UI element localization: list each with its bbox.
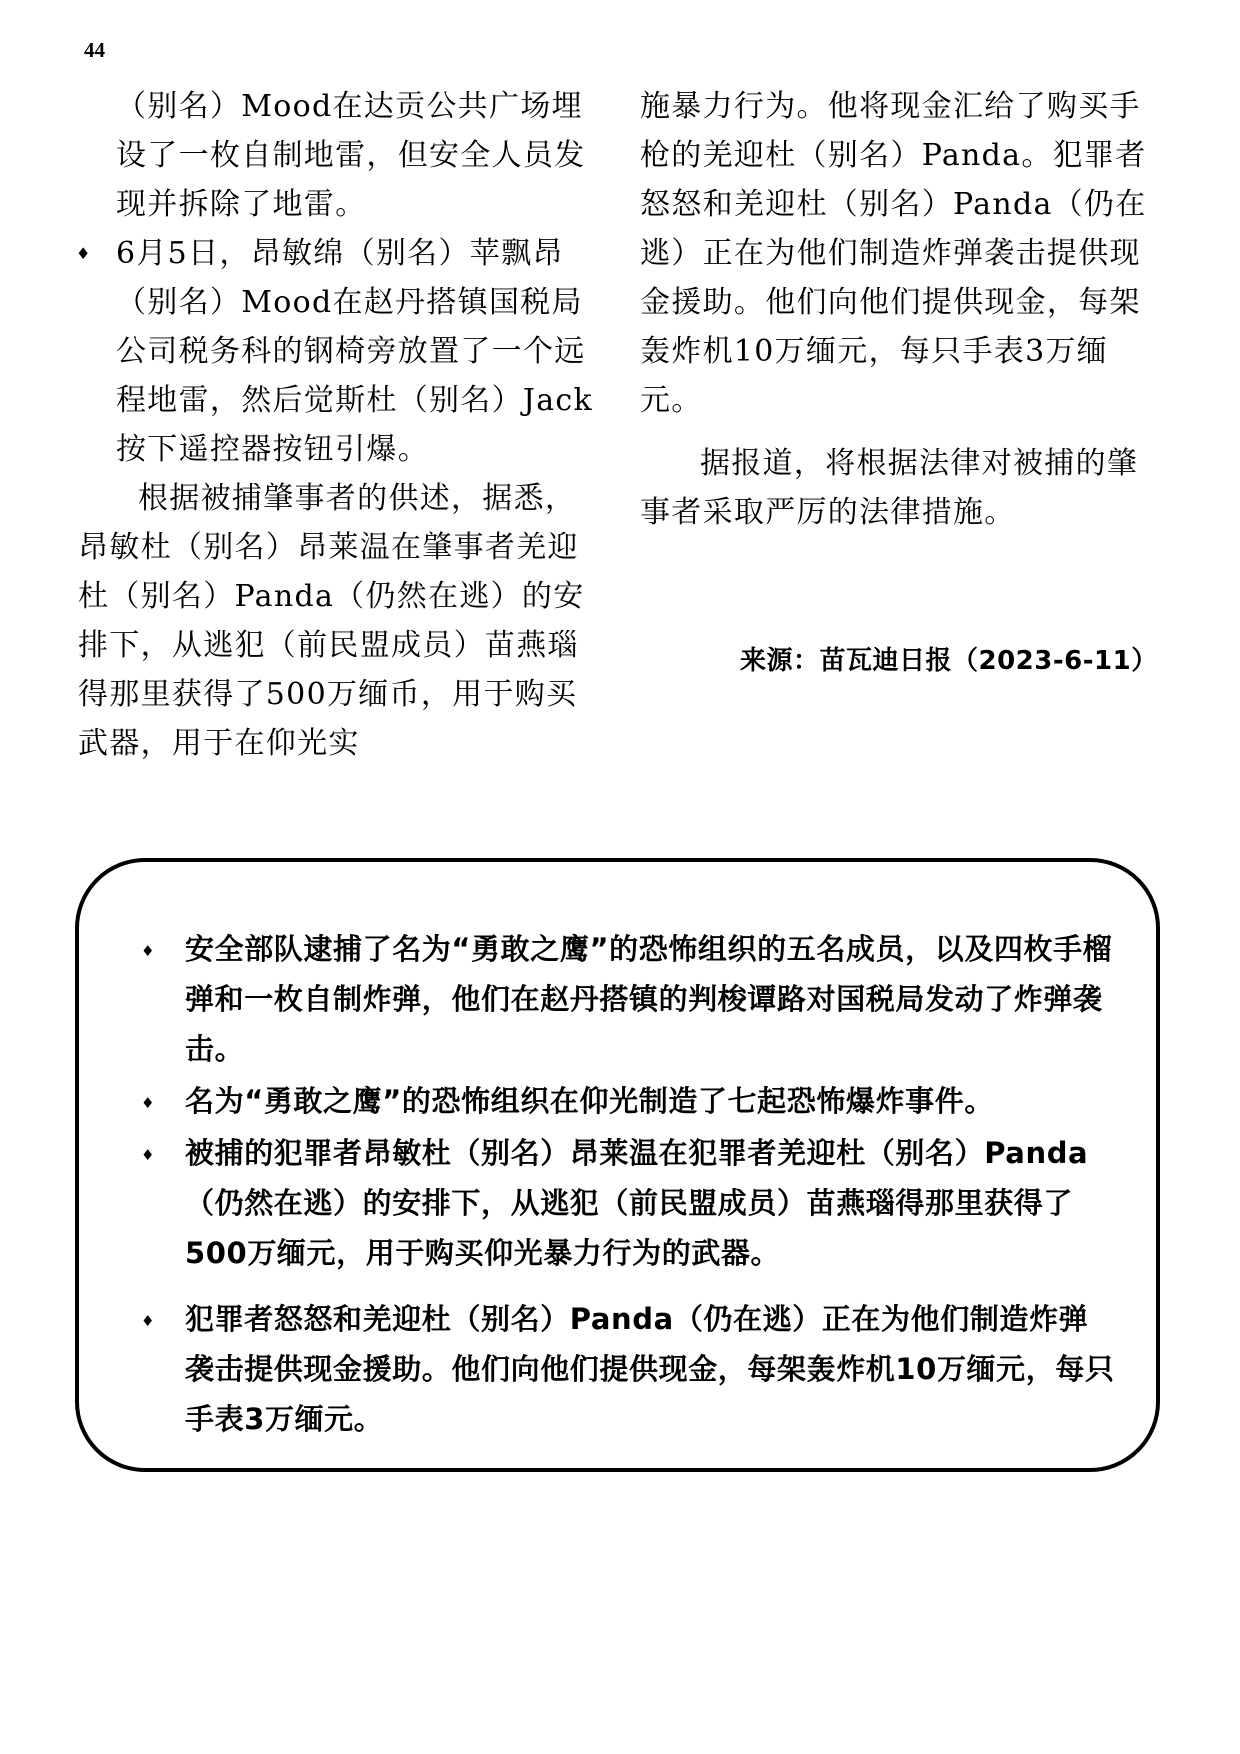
summary-item-text: 安全部队逮捕了名为“勇敢之鹰”的恐怖组织的五名成员，以及四枚手榴弹和一枚自制炸弹，他们在赵丹搭镇的判梭谭路对国税局发动了炸弹袭击。 [185,932,1113,1066]
summary-item [119,1076,1116,1126]
summary-item [119,1128,1116,1278]
diamond-bullet-icon: ♦ [141,1146,156,1164]
summary-item-text: 犯罪者怒怒和羌迎杜（别名）Panda（仍在逃）正在为他们制造炸弹袭击提供现金援助。他们向他们提供现金，每架轰炸机10万缅元，每只手表3万缅元。 [185,1302,1115,1436]
bullet-list-item [78,229,598,474]
closing-paragraph: 据报道，将根据法律对被捕的肇事者采取严厉的法律措施。 [640,446,1139,530]
bullet-text: 6月5日，昂敏绵（别名）苹飘昂（别名）Mood在赵丹搭镇国税局公司税务科的钢椅旁放置了一个远程地雷，然后觉斯杜（别名）Jack按下遥控器按钮引爆。 [116,236,593,467]
diamond-bullet-icon: ♦ [141,1312,156,1330]
left-column [78,82,598,768]
body-paragraph: 施暴力行为。他将现金汇给了购买手枪的羌迎杜（别名）Panda。犯罪者怒怒和羌迎杜（别名）Panda（仍在逃）正在为他们制造炸弹袭击提供现金援助。他们向他们提供现金，每架轰炸机10万缅元，每只手表3万缅元。 [640,89,1147,418]
source-citation: 来源：苗瓦迪日报（2023-6-11） [740,646,1158,676]
summary-item-text: 被捕的犯罪者昂敏杜（别名）昂莱温在犯罪者羌迎杜（别名）Panda（仍然在逃）的安排下，从逃犯（前民盟成员）苗燕瑙得那里获得了500万缅元，用于购买仰光暴力行为的武器。 [185,1136,1089,1270]
continuation-paragraph: （别名）Mood在达贡公共广场埋设了一枚自制地雷，但安全人员发现并拆除了地雷。 [116,89,586,222]
diamond-bullet-icon: ♦ [76,244,92,263]
diamond-bullet-icon: ♦ [141,942,156,960]
summary-box [75,858,1160,1472]
diamond-bullet-icon: ♦ [141,1094,156,1112]
body-paragraph: 根据被捕肇事者的供述，据悉，昂敏杜（别名）昂莱温在肇事者羌迎杜（别名）Panda（仍然在逃）的安排下，从逃犯（前民盟成员）苗燕瑙得那里获得了500万缅币，用于购买武器，用于在仰光实 [78,481,585,761]
summary-item-text: 名为“勇敢之鹰”的恐怖组织在仰光制造了七起恐怖爆炸事件。 [185,1084,994,1118]
page-number: 44 [84,38,105,62]
summary-item [119,924,1116,1074]
right-column [640,82,1160,537]
summary-item [119,1294,1116,1444]
